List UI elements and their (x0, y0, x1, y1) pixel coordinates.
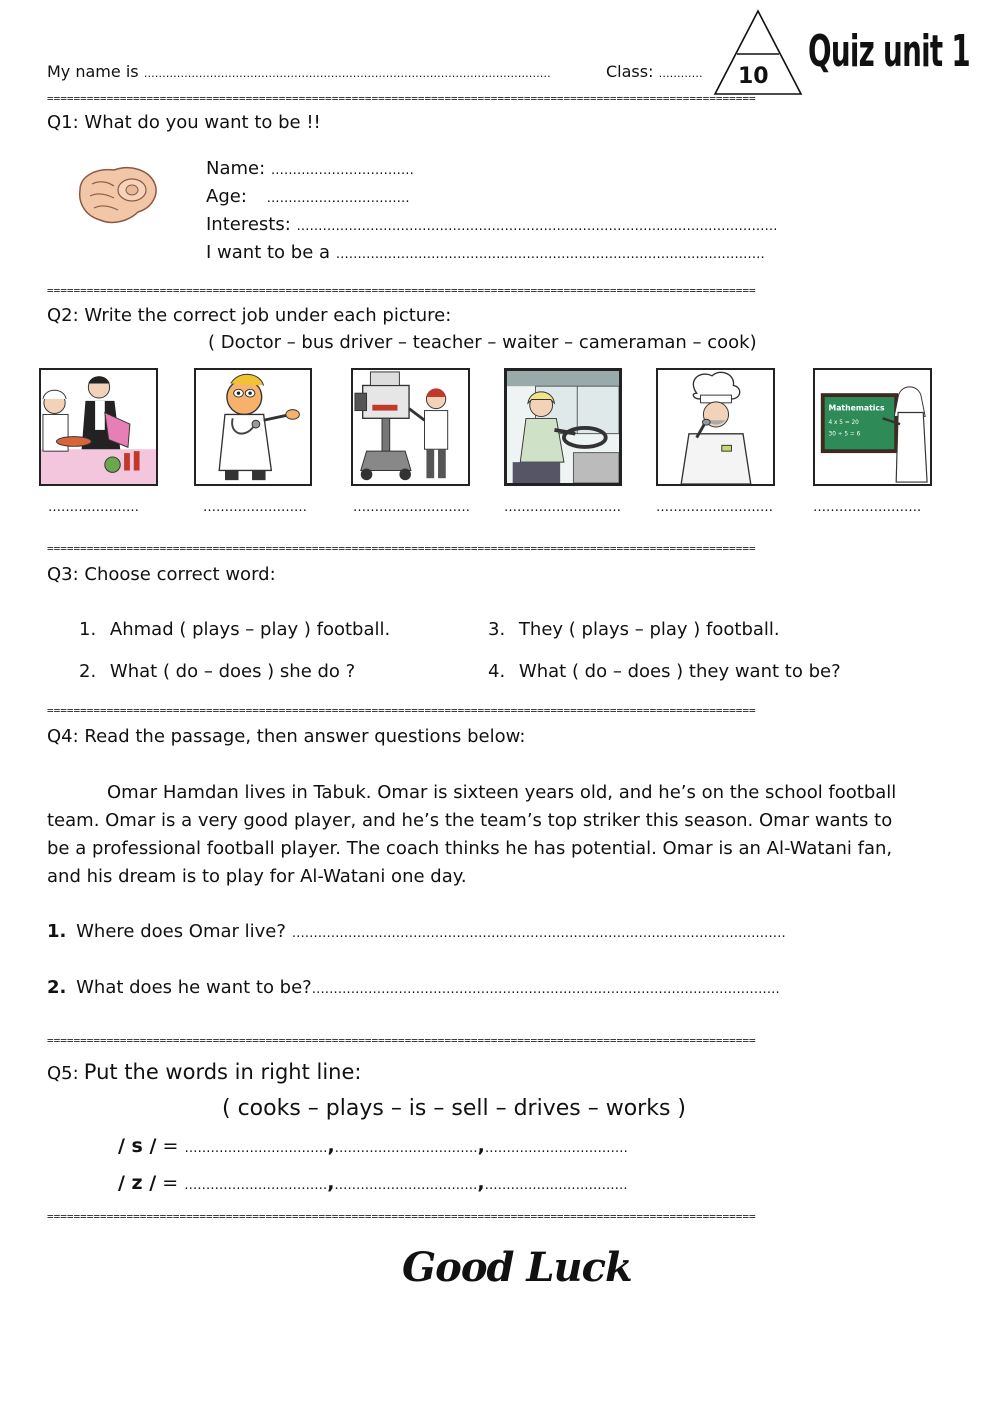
picture-waiter (39, 368, 158, 486)
q5-line-s-blank-3[interactable]: …………………………… (484, 1141, 628, 1156)
board-line-2: 30 ÷ 5 = 6 (828, 431, 861, 438)
q4-question-2-text: What does he want to be? (76, 977, 312, 998)
q5-word-bank: ( cooks – plays – is – sell – drives – works ) (222, 1096, 686, 1121)
q1-interests-label: Interests: (206, 214, 291, 235)
name-field[interactable] (47, 62, 551, 81)
q5-line-z-eq: = (162, 1172, 179, 1194)
answer-blank-4[interactable]: ……………………… (504, 500, 621, 515)
q5-line-z-blank-1[interactable]: …………………………… (184, 1178, 328, 1193)
q5-line-z[interactable]: / z / = ……………………………,……………………………,…………………………… (118, 1172, 628, 1194)
q5-line-s-blank-2[interactable]: …………………………… (334, 1141, 478, 1156)
q1-name-label: Name: (206, 158, 266, 179)
q5-title-prefix: Q5: (47, 1063, 79, 1084)
board-title: Mathematics (828, 403, 885, 413)
passage-line-2: team. Omar is a very good player, and he’s the team’s top striker this season. Omar wants to (47, 810, 893, 831)
q4-question-2-dots: ……………………………………………………………………………………………… (311, 982, 780, 997)
q3-title: Q3: Choose correct word: (47, 564, 276, 585)
q5-line-s-sound: / s / (118, 1135, 157, 1157)
q3-item-4-num: 4. (488, 661, 506, 682)
name-dots: ………………………………………………………………………………………………… (143, 67, 551, 80)
separator-6: =========================================================================================================== (47, 1210, 756, 1223)
picture-bus-driver (504, 368, 622, 486)
picture-cameraman (351, 368, 470, 486)
quiz-title: Quiz unit 1 (808, 26, 970, 77)
answer-blank-6[interactable]: ……………………. (813, 500, 922, 515)
cameraman-illustration (353, 370, 468, 484)
answer-blank-3[interactable]: ……………………… (353, 500, 470, 515)
q1-job-row[interactable] (206, 242, 765, 263)
waiter-illustration (41, 370, 156, 484)
separator-1: =========================================================================================================== (47, 92, 756, 105)
separator-3: =========================================================================================================== (47, 542, 756, 555)
q4-question-2-num: 2. (47, 977, 67, 998)
q3-item-3[interactable] (488, 619, 780, 640)
q5-line-s-eq: = (162, 1135, 179, 1157)
separator-5: =========================================================================================================== (47, 1034, 756, 1047)
q1-age-row[interactable] (206, 186, 410, 207)
q1-age-dots: …………………………… (266, 191, 410, 206)
teacher-illustration (815, 370, 930, 484)
q3-item-2[interactable] (79, 661, 355, 682)
q5-title (47, 1060, 361, 1084)
cook-illustration (658, 370, 773, 484)
q3-item-3-num: 3. (488, 619, 506, 640)
bus-driver-illustration (507, 371, 619, 483)
q1-name-row[interactable] (206, 158, 414, 179)
q1-job-dots: ……………………………………………………………………………………… (335, 247, 765, 262)
score-value: 10 (738, 64, 769, 89)
name-label: My name is (47, 62, 139, 81)
picture-doctor (194, 368, 312, 486)
q3-item-1[interactable] (79, 619, 390, 640)
q3-item-2-text: What ( do – does ) she do ? (109, 661, 356, 682)
q2-word-bank: ( Doctor – bus driver – teacher – waiter – cameraman – cook) (208, 332, 757, 353)
passage-line-1: Omar Hamdan lives in Tabuk. Omar is sixteen years old, and he’s on the school football (107, 782, 897, 803)
q5-line-z-sound: / z / (118, 1172, 157, 1194)
doctor-illustration (196, 370, 310, 484)
q1-name-dots: …………………………… (270, 163, 414, 178)
answer-blank-1[interactable]: ………………… (48, 500, 139, 515)
q2-title: Q2: Write the correct job under each picture: (47, 305, 452, 326)
q4-question-1-text: Where does Omar live? (76, 921, 286, 942)
q5-line-s[interactable]: / s / = ……………………………,……………………………,…………………………… (118, 1135, 628, 1157)
q5-line-z-blank-3[interactable]: …………………………… (484, 1178, 628, 1193)
q4-question-1[interactable] (47, 921, 786, 942)
q3-item-1-text: Ahmad ( plays – play ) football. (109, 619, 391, 640)
pointing-hand-icon (74, 160, 160, 230)
picture-teacher (813, 368, 932, 486)
answer-blank-5[interactable]: ……………………… (656, 500, 773, 515)
q1-interests-row[interactable] (206, 214, 778, 235)
class-field[interactable] (606, 62, 703, 81)
separator-2: =========================================================================================================== (47, 284, 756, 297)
separator-4: =========================================================================================================== (47, 704, 756, 717)
answer-blank-2[interactable]: …………………… (203, 500, 307, 515)
q1-age-label: Age: (206, 186, 247, 207)
q4-question-1-num: 1. (47, 921, 67, 942)
q4-title: Q4: Read the passage, then answer questions below: (47, 726, 526, 747)
class-dots: ………… (658, 67, 703, 80)
q3-item-3-text: They ( plays – play ) football. (518, 619, 780, 640)
class-label: Class: (606, 62, 654, 81)
q3-item-2-num: 2. (79, 661, 97, 682)
q4-question-2[interactable] (47, 977, 780, 998)
q3-item-1-num: 1. (79, 619, 97, 640)
board-line-1: 4 x 5 = 20 (828, 420, 859, 427)
picture-cook (656, 368, 775, 486)
q3-item-4-text: What ( do – does ) they want to be? (518, 661, 841, 682)
q1-job-label: I want to be a (206, 242, 331, 263)
passage-line-4: and his dream is to play for Al-Watani one day. (47, 866, 467, 887)
q4-question-1-dots: …………………………………………………………………………………………………… (291, 926, 786, 941)
good-luck: Good Luck (402, 1244, 632, 1291)
q1-title: Q1: What do you want to be !! (47, 112, 321, 133)
q5-line-s-blank-1[interactable]: …………………………… (184, 1141, 328, 1156)
q5-title-text: Put the words in right line: (83, 1060, 362, 1084)
passage-line-3: be a professional football player. The coach thinks he has potential. Omar is an Al-Watani fan, (47, 838, 893, 859)
q1-interests-dots: ………………………………………………………………………………………………… (296, 219, 778, 234)
q3-item-4[interactable] (488, 661, 841, 682)
q5-line-z-blank-2[interactable]: …………………………… (334, 1178, 478, 1193)
